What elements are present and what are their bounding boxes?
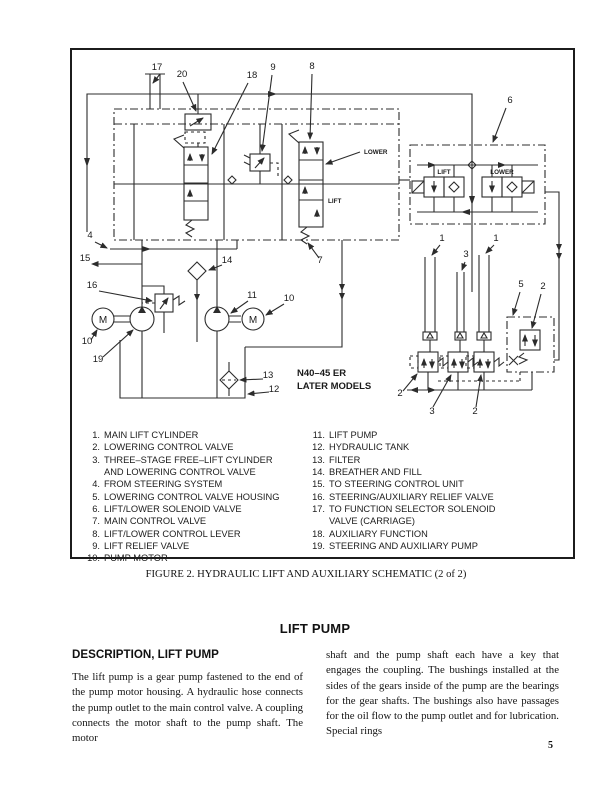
legend-item — [301, 540, 496, 552]
callout-2-bottom-left: 2 — [397, 388, 403, 399]
legend-number: 14. — [312, 467, 325, 478]
legend-label: LIFT PUMP — [329, 430, 378, 440]
legend-item — [301, 491, 496, 503]
legend-label: VALVE (CARRIAGE) — [329, 516, 415, 527]
callout-10-left: 10 — [81, 336, 93, 347]
model-note-line1: N40–45 ER — [297, 368, 347, 379]
legend-item — [76, 478, 279, 490]
legend-number: 13. — [312, 454, 325, 465]
legend-number: 2. — [92, 442, 100, 453]
legend-column-right — [301, 429, 496, 552]
legend-item — [76, 503, 279, 515]
diagram-labels — [99, 149, 514, 392]
label-lower-solenoid: LOWER — [490, 169, 514, 176]
legend-item — [76, 528, 279, 540]
legend-number: 5. — [92, 491, 100, 502]
legend-number: 17. — [312, 504, 325, 515]
legend-number — [301, 515, 325, 527]
function-selector-port — [145, 74, 165, 109]
lowering-control-valves — [407, 352, 532, 390]
legend-label: FILTER — [329, 454, 361, 465]
valve-20 — [185, 94, 211, 147]
callout-2-top: 2 — [540, 281, 546, 292]
legend-number: 11. — [312, 430, 325, 440]
legend-number — [76, 466, 100, 478]
callout-15: 15 — [79, 253, 91, 264]
motor-left-letter: M — [98, 315, 108, 326]
callout-3-top: 3 — [463, 249, 469, 260]
legend-label: LOWERING CONTROL VALVE — [104, 442, 234, 453]
legend-label: STEERING/AUXILIARY RELIEF VALVE — [329, 491, 494, 502]
legend-item — [76, 552, 279, 564]
callout-12: 12 — [268, 384, 280, 395]
model-note-line2: LATER MODELS — [297, 381, 372, 392]
legend-number: 3. — [92, 454, 100, 465]
legend-label: AND LOWERING CONTROL VALVE — [104, 467, 256, 478]
legend-label: TO STEERING CONTROL UNIT — [329, 479, 464, 490]
callout-6: 6 — [507, 95, 513, 106]
callout-5: 5 — [518, 279, 524, 290]
legend-label: STEERING AND AUXILIARY PUMP — [329, 541, 478, 552]
legend-label: BREATHER AND FILL — [329, 467, 422, 478]
legend-column-left — [76, 429, 279, 565]
callout-10-right: 10 — [283, 293, 295, 304]
callout-1-left: 1 — [439, 233, 445, 244]
callout-18: 18 — [246, 70, 258, 81]
callout-14: 14 — [221, 255, 233, 266]
legend-label: THREE–STAGE FREE–LIFT CYLINDER — [104, 454, 273, 465]
legend-label: LIFT RELIEF VALVE — [104, 541, 190, 552]
legend-number: 7. — [92, 516, 100, 527]
figure-border — [70, 48, 575, 564]
callout-17: 17 — [151, 62, 163, 73]
section-subheading: DESCRIPTION, LIFT PUMP — [72, 648, 219, 661]
label-lift-solenoid: LIFT — [437, 169, 451, 176]
legend-number: 15. — [312, 479, 325, 490]
callout-7: 7 — [317, 255, 323, 266]
legend-number: 9. — [92, 541, 100, 552]
legend-number: 16. — [312, 491, 325, 502]
callout-19: 19 — [92, 354, 104, 365]
callout-11: 11 — [247, 290, 257, 301]
legend-item — [76, 441, 279, 453]
legend-label: LOWERING CONTROL VALVE HOUSING — [104, 491, 280, 502]
callout-16: 16 — [86, 280, 98, 291]
callout-2-bottom-mid: 2 — [472, 406, 478, 417]
legend-number: 1. — [92, 430, 100, 440]
legend-item — [301, 528, 496, 540]
label-lift-spool: LIFT — [328, 198, 342, 205]
section-title: LIFT PUMP — [279, 621, 351, 636]
legend-label: HYDRAULIC TANK — [329, 442, 410, 453]
lowering-valve-housing — [507, 317, 554, 372]
legend-item — [301, 478, 496, 490]
legend-label: FROM STEERING SYSTEM — [104, 479, 223, 490]
legend-number: 12. — [312, 442, 325, 453]
legend-number: 8. — [92, 528, 100, 539]
callout-13: 13 — [262, 370, 274, 381]
lift-cylinders — [423, 255, 491, 352]
legend-item — [301, 454, 496, 466]
callout-4: 4 — [87, 230, 93, 241]
auxiliary-spool-valve — [174, 135, 208, 237]
legend-label: TO FUNCTION SELECTOR SOLENOID — [329, 504, 496, 515]
legend-item — [301, 515, 496, 527]
legend-item — [76, 429, 279, 441]
legend-item — [76, 454, 279, 466]
legend-item — [76, 466, 279, 478]
legend-item — [301, 503, 496, 515]
flow-arrows — [81, 91, 562, 393]
legend-label: PUMP MOTOR — [104, 553, 168, 564]
legend-item — [301, 466, 496, 478]
lift-lower-spool-valve — [289, 130, 360, 244]
callout-8: 8 — [309, 61, 315, 72]
callout-1-right: 1 — [493, 233, 499, 244]
lift-relief-valve — [244, 124, 278, 184]
figure-caption: FIGURE 2. HYDRAULIC LIFT AND AUXILIARY SCHEMATIC (2 of 2) — [145, 569, 467, 580]
legend-label: MAIN CONTROL VALVE — [104, 516, 207, 527]
page-number: 5 — [548, 740, 553, 751]
body-text-right-column: shaft and the pump shaft each have a key that engages the coupling. The bushings installed at the sides of the gears inside of the pump are the bearings for the gear shafts. The bushings also have passages for the oil flow to the pump outlet and for lubrication. Special rings — [326, 649, 559, 738]
legend-item — [76, 515, 279, 527]
legend-number: 4. — [92, 479, 100, 490]
callout-3-bottom: 3 — [429, 406, 435, 417]
legend-label: LIFT/LOWER CONTROL LEVER — [104, 528, 241, 539]
legend-number: 18. — [312, 528, 325, 539]
body-text-left-column: The lift pump is a gear pump fastened to the end of the pump motor housing. A hydraulic hose connects the pump outlet to the main control valve. A coupling connects the motor shaft to the pump shaft. The motor — [72, 671, 303, 745]
legend-label: MAIN LIFT CYLINDER — [104, 430, 199, 440]
legend-label: AUXILIARY FUNCTION — [329, 528, 428, 539]
legend-label: LIFT/LOWER SOLENOID VALVE — [104, 504, 242, 515]
legend-item — [301, 429, 496, 441]
legend-number: 19. — [312, 541, 325, 552]
legend-item — [76, 540, 279, 552]
main-control-valve-box — [114, 109, 399, 240]
callout-20: 20 — [176, 69, 188, 80]
legend-number: 10. — [87, 553, 100, 564]
solenoid-valve-box — [410, 145, 545, 224]
legend-number: 6. — [92, 504, 100, 515]
legend-item — [76, 491, 279, 503]
legend-item — [301, 441, 496, 453]
callout-9: 9 — [270, 62, 276, 73]
motor-right-letter: M — [248, 315, 258, 326]
label-lower-spool: LOWER — [364, 149, 388, 156]
